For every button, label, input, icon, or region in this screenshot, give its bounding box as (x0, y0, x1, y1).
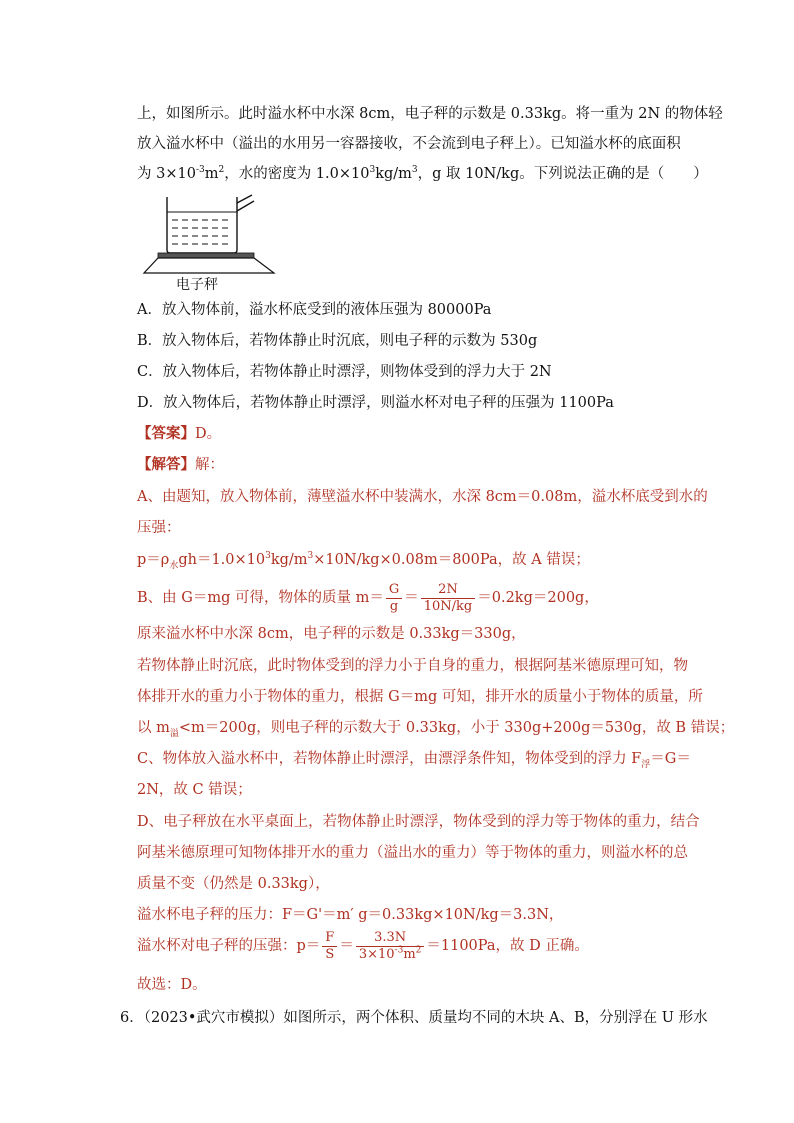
option-b: B．放入物体后，若物体静止时沉底，则电子秤的示数为 530g (137, 333, 538, 349)
option-c: C．放入物体后，若物体静止时漂浮，则物体受到的浮力大于 2N (137, 364, 552, 380)
solution-d-line-2: 阿基米德原理可知物体排开水的重力（溢出水的重力）等于物体的重力，则溢水杯的总 (137, 845, 688, 861)
fraction-pressure: $\frac{3.3N}{3\times 10^{-3}m^2}$ (356, 930, 425, 963)
solution-a-line-2: 压强： (137, 520, 181, 536)
analysis-line: 【解答】解： (137, 456, 224, 473)
fraction-2n-over-10nkg: $\frac{2N}{10N/kg}$ (421, 582, 476, 615)
solution-b-line-5: 以 $m_溢<m=200g$，则电子秤的示数大于 0.33kg，小于 330g+200g＝530g，故 B 错误； (137, 720, 735, 739)
solution-a-line-3: $p=\rho_水gh=1.0\times 10^3kg/m^3\times 10N/kg\times 0.08m=800Pa$，故 A 错误； (137, 551, 590, 571)
figure-label: 电子秤 (176, 277, 218, 293)
question-line-2: 放入溢水杯中（溢出的水用另一容器接收，不会流到电子秤上）。已知溢水杯的底面积 (137, 136, 681, 152)
answer-value: D。 (195, 426, 222, 442)
option-a: A．放入物体前，溢水杯底受到的液体压强为 80000Pa (137, 302, 492, 318)
option-d: D．放入物体后，若物体静止时漂浮，则溢水杯对电子秤的压强为 1100Pa (137, 395, 614, 411)
question-line-1: 上，如图所示。此时溢水杯中水深 8cm，电子秤的示数是 0.33kg。将一重为 2N 的物体轻 (137, 106, 723, 122)
solution-d-line-4: 溢水杯电子秤的压力：F＝G'＝m′ g＝0.33kg×10N/kg＝3.3N， (137, 907, 564, 923)
solution-d-line-1: D、电子秤放在水平桌面上，若物体静止时漂浮，物体受到的浮力等于物体的重力，结合 (137, 814, 700, 830)
solution-c-line-2: 2N，故 C 错误； (137, 782, 252, 798)
solution-b-line-3: 若物体静止时沉底，此时物体受到的浮力小于自身的重力，根据阿基米德原理可知，物 (137, 658, 688, 674)
solution-c-line-1: C、物体放入溢水杯中，若物体静止时漂浮，由漂浮条件知，物体受到的浮力 $F_浮=G=$ (137, 751, 691, 770)
solution-b-line-4: 体排开水的重力小于物体的重力，根据 G＝mg 可知，排开水的质量小于物体的质量，所 (137, 689, 703, 705)
solution-d-line-3: 质量不变（仍然是 0.33kg）， (137, 876, 330, 892)
solution-a-line-1: A、由题知，放入物体前，薄壁溢水杯中装满水，水深 8cm＝0.08m，溢水杯底受到水的 (137, 489, 708, 505)
solution-b-line-2: 原来溢水杯中水深 8cm，电子秤的示数是 0.33kg＝330g， (137, 626, 526, 642)
answer-line (137, 424, 221, 444)
next-question-line: 6．（2023•武穴市模拟）如图所示，两个体积、质量均不同的木块 A、B，分别浮在 U 形水 (120, 1010, 708, 1026)
fraction-f-over-s: $\frac{F}{S}$ (322, 930, 337, 963)
question-line-3: 为 $3\times 10^{-3}m^2$，水的密度为 $1.0\times 10^3kg/m^3$，g 取 10N/kg。下列说法正确的是（ ） (137, 165, 708, 182)
analysis-label: 【解答】 (137, 456, 195, 473)
solution-b-line-1: B、由 G＝mg 可得，物体的质量 m＝ $\frac{G}{g}$ ＝ $\frac{2N}{10N/kg}$ ＝0.2kg＝200g， (137, 581, 599, 614)
fraction-g-over-g: $\frac{G}{g}$ (386, 582, 402, 615)
solution-d-line-5: 溢水杯对电子秤的压强：p＝ $\frac{F}{S}$ ＝ $\frac{3.3N}{3\times 10^{-3}m^2}$ ＝1100Pa，故 D 正确。 (137, 929, 589, 962)
solution-choice: 故选：D。 (137, 977, 207, 993)
answer-label: 【答案】 (137, 425, 195, 442)
